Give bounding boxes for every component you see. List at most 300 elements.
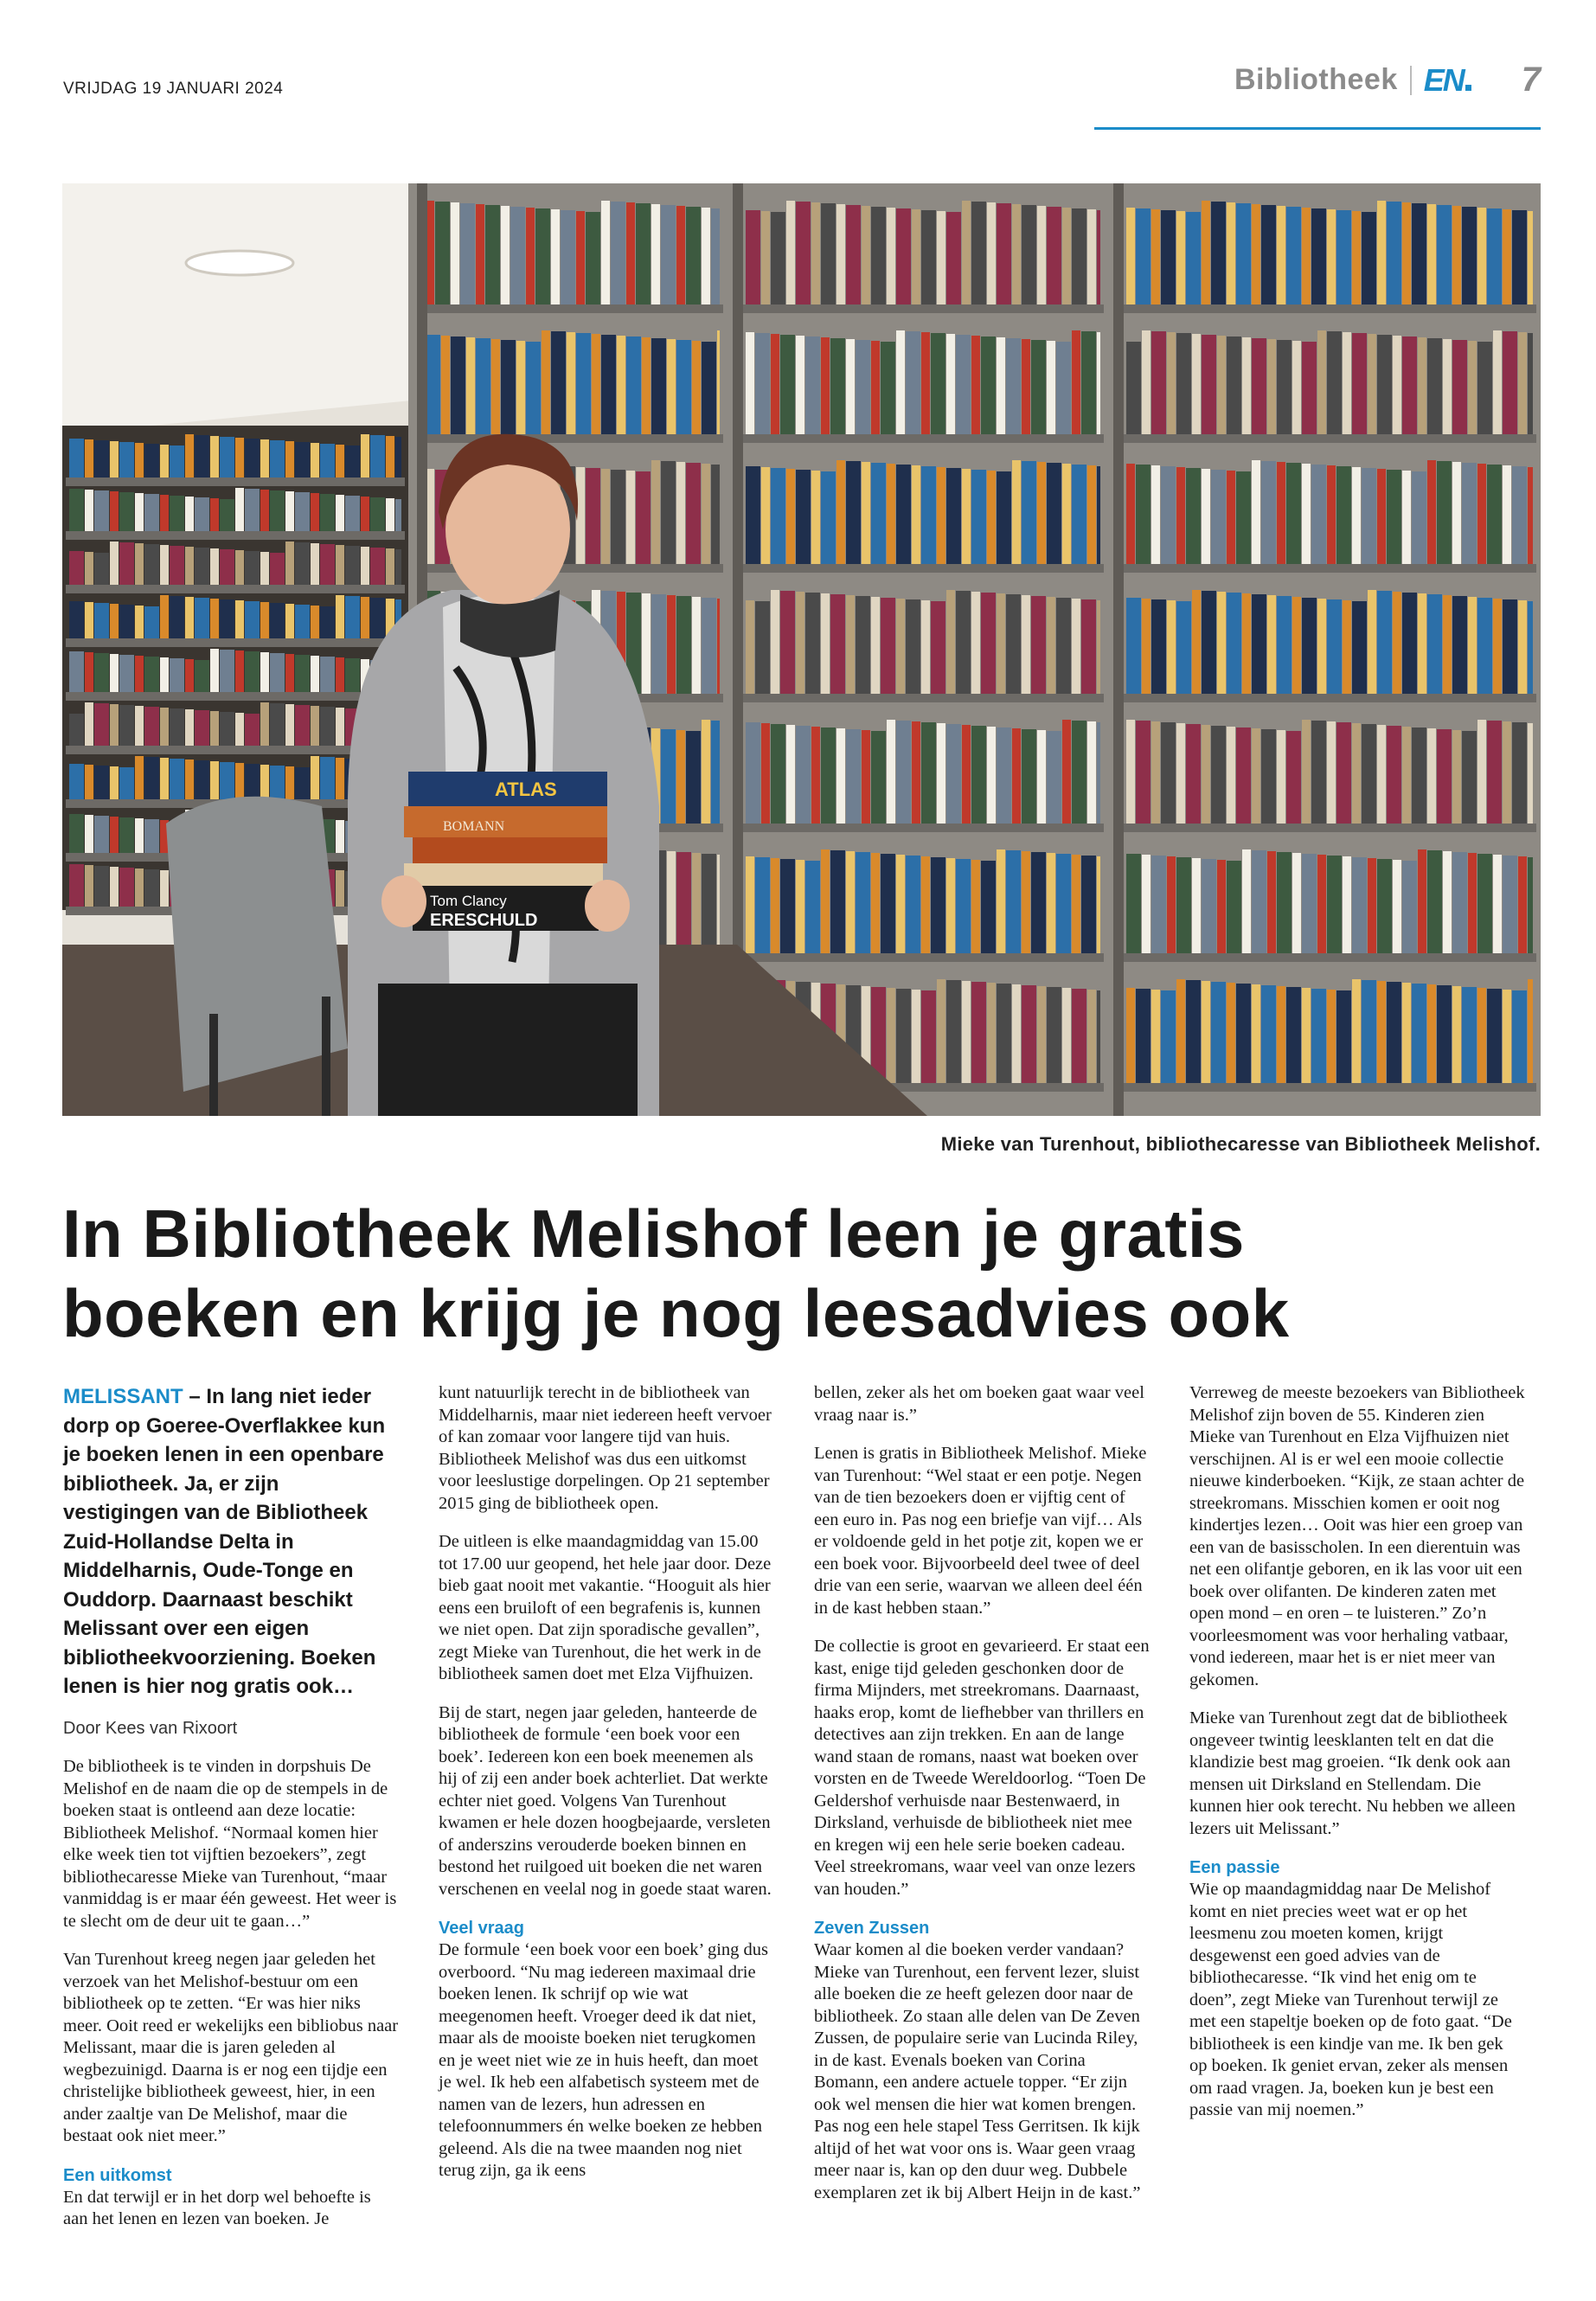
book-spine <box>94 766 109 799</box>
book-spine <box>1072 599 1080 694</box>
book-spine <box>85 765 93 799</box>
book-spine <box>1126 464 1135 564</box>
book-spine <box>717 599 720 694</box>
book-spine <box>771 468 785 564</box>
book-spine <box>811 471 820 564</box>
book-spine <box>94 440 109 478</box>
book-spine <box>1037 986 1046 1083</box>
book-spine <box>170 596 184 638</box>
book-spine <box>997 593 1005 694</box>
book-spine <box>667 595 676 694</box>
book-spine <box>676 340 691 434</box>
book-spine <box>821 337 830 434</box>
shelf-plank <box>742 304 1104 313</box>
book-spine <box>1022 339 1030 434</box>
book-spine <box>702 342 716 434</box>
book-spine <box>336 595 344 638</box>
book-spine <box>1062 464 1071 564</box>
book-spine <box>1267 851 1276 953</box>
book-spine <box>320 757 335 799</box>
book-spine <box>1012 984 1021 1083</box>
book-spine <box>1252 728 1260 824</box>
book-spine <box>796 470 811 564</box>
book-spine <box>636 203 651 304</box>
book-spine <box>295 655 310 692</box>
book-spine <box>336 545 344 585</box>
book-spine <box>69 489 84 531</box>
book-spine <box>1236 984 1251 1083</box>
book-spine <box>1081 599 1096 694</box>
book-spine <box>1503 209 1511 304</box>
article-column-4 <box>1189 1382 1525 2138</box>
book-spine <box>601 335 616 434</box>
book-spine <box>796 860 804 953</box>
book-spine <box>336 657 344 692</box>
book-spine <box>170 546 184 585</box>
book-spine <box>195 497 209 531</box>
book-spine <box>510 207 525 304</box>
book-spine <box>1377 469 1386 564</box>
paragraph: Waar komen al die boeken verder vandaan? Mieke van Turenhout, een fervent lezer, sluist alle boeken die ze heeft gelezen door naar de bibliotheek. Zo staan alle delen van De Zeven Zussen, de populaire serie van Lucinda Riley, in de kast. Evenals boeken van Corina Bomann, een andere actuele topper. “Er zijn ook wel mensen die hier wat komen brengen. Pas nog een hele stapel Tess Gerritsen. Ik kijk altijd of het wat voor ons is. Waar geen vraag meer naar is, kan op den duur weg. Dubbele exemplaren zet ik bij Albert Heijn in de kast.” <box>814 1940 1141 2202</box>
book-spine <box>881 342 895 434</box>
book-spine <box>1503 465 1511 564</box>
article-column-2 <box>439 1382 774 2199</box>
book-spine <box>1477 598 1492 694</box>
book-spine <box>144 444 159 478</box>
book-spine <box>119 542 134 585</box>
book-spine <box>771 724 785 824</box>
book-spine <box>1468 597 1477 694</box>
book-spine <box>1277 596 1292 694</box>
shelf-plank <box>66 585 405 593</box>
book-spine <box>1022 729 1036 824</box>
book-spine <box>320 657 335 692</box>
book-spine <box>336 445 344 478</box>
book-spine <box>1217 860 1226 953</box>
paragraph: En dat terwijl er in het dorp wel behoefte is aan het lenen en lezen van boeken. Je <box>63 2187 371 2228</box>
book-spine <box>311 606 319 638</box>
book-spine <box>1022 595 1030 694</box>
book-spine <box>1267 339 1276 434</box>
book-spine <box>1528 211 1533 304</box>
book-spine <box>1327 721 1336 824</box>
book-spine <box>245 764 260 799</box>
book-spine <box>1412 984 1426 1083</box>
book-spine <box>85 865 93 907</box>
book-spine <box>1302 598 1317 694</box>
book-spine <box>1387 982 1401 1083</box>
book-spine <box>1176 857 1191 953</box>
book-spine <box>1387 202 1401 304</box>
book-spine <box>1477 854 1492 953</box>
book-spine <box>501 206 510 304</box>
book-spine <box>651 204 660 304</box>
book-spine <box>692 597 701 694</box>
book-spine <box>937 211 945 304</box>
book-spine <box>85 439 93 478</box>
book-spine <box>220 599 234 638</box>
book-spine <box>1286 987 1301 1083</box>
book-spine <box>1292 853 1301 953</box>
book-spine <box>871 207 886 304</box>
book-spine <box>611 470 625 564</box>
book-spine <box>1242 337 1251 434</box>
book-spine <box>1167 600 1176 694</box>
book-spine <box>651 594 666 694</box>
book-spine <box>912 465 920 564</box>
book-spine <box>144 819 159 853</box>
book-spine <box>946 858 955 953</box>
book-spine <box>110 604 119 638</box>
book-spine <box>210 498 219 531</box>
book-spine <box>110 817 119 853</box>
book-spine <box>1387 470 1401 564</box>
book-spine <box>821 593 830 694</box>
book-spine <box>617 336 625 434</box>
book-spine <box>1528 467 1533 564</box>
book-spine <box>1037 206 1046 304</box>
book-spine <box>1418 337 1426 434</box>
logo-dot-icon <box>1465 85 1471 91</box>
book-spine <box>526 342 541 434</box>
book-spine <box>771 212 785 304</box>
book-spine <box>746 856 754 953</box>
book-spine <box>435 202 450 304</box>
book-spine <box>135 493 144 531</box>
book-spine <box>651 460 660 564</box>
book-spine <box>235 438 244 478</box>
book-spine <box>144 606 159 638</box>
book-spine <box>195 598 209 638</box>
book-spine <box>135 443 144 478</box>
book-spine <box>805 336 820 434</box>
shelf-plank <box>1123 564 1536 573</box>
book-spine <box>1186 212 1201 304</box>
book-spine <box>1217 592 1226 694</box>
book-spine <box>1327 465 1336 564</box>
book-spine <box>1418 593 1426 694</box>
book-spine <box>746 332 754 434</box>
book-spine <box>1136 465 1151 564</box>
book-spine <box>642 337 651 434</box>
book-spine <box>119 868 134 907</box>
book-spine <box>1412 727 1426 824</box>
book-spine <box>746 600 754 694</box>
book-spine <box>1402 202 1411 304</box>
book-spine <box>921 600 930 694</box>
book-spine <box>786 725 795 824</box>
book-spine <box>185 547 194 585</box>
book-spine <box>85 552 93 585</box>
book-spine <box>220 650 234 692</box>
book-spine <box>1317 599 1326 694</box>
book-spine <box>1126 342 1141 434</box>
book-spine <box>1427 594 1442 694</box>
book-spine <box>626 202 635 304</box>
book-spine <box>1427 460 1436 564</box>
book-spine <box>245 651 260 692</box>
book-spine <box>170 658 184 692</box>
book-spine <box>1437 205 1452 304</box>
book-spine <box>285 766 294 799</box>
book-spine <box>245 714 260 746</box>
book-spine <box>1022 851 1030 953</box>
book-spine <box>1368 858 1376 953</box>
issue-date: VRIJDAG 19 JANUARI 2024 <box>63 80 284 98</box>
book-spine <box>1161 990 1176 1083</box>
book-spine <box>871 341 880 434</box>
book-spine <box>260 439 269 478</box>
book-spine <box>717 855 720 953</box>
book-spine <box>676 852 691 953</box>
book-spine <box>1151 721 1160 824</box>
book-spine <box>245 439 260 478</box>
book-spine <box>946 212 961 304</box>
book-spine <box>85 490 93 531</box>
book-spine <box>1136 208 1151 304</box>
book-spine <box>1142 855 1151 953</box>
book-spine <box>345 496 360 531</box>
book-spine <box>1311 989 1326 1083</box>
book-spine <box>69 601 84 638</box>
book-spine <box>361 547 369 585</box>
book-spine <box>1452 596 1467 694</box>
book-spine <box>1062 208 1071 304</box>
book-spine <box>1176 601 1191 694</box>
shelf-plank <box>66 638 405 647</box>
book-spine <box>1151 209 1160 304</box>
book-spine <box>1402 861 1417 953</box>
book-spine <box>1277 340 1292 434</box>
svg-text:Tom Clancy: Tom Clancy <box>430 893 507 909</box>
book-spine <box>1167 856 1176 953</box>
book-spine <box>1443 851 1452 953</box>
book-spine <box>285 654 294 692</box>
paragraph: Mieke van Turenhout zegt dat de bibliotheek ongeveer twintig leesklanten telt en dat die klandizie best mag groeien. “Ik denk ook aan mensen uit Dirksland en Stellendam. Die kunnen hier ook terecht. Nu hebben we alleen lezers uit Melissant.” <box>1189 1708 1516 1838</box>
book-spine <box>185 597 194 638</box>
book-spine <box>1352 467 1361 564</box>
book-spine <box>1427 728 1436 824</box>
book-spine <box>912 209 920 304</box>
paragraph: kunt natuurlijk terecht in de bibliotheek van Middelharnis, maar niet iedereen heeft vervoer of kan zomaar voor langere tijd van huis. Bibliotheek Melishof was dus een uitkomst voor leeslustige dorpelingen. Op 21 september 2015 ging de bibliotheek open. <box>439 1383 772 1513</box>
book-spine <box>270 766 285 799</box>
book-spine <box>1477 342 1492 434</box>
book-spine <box>1211 470 1226 564</box>
book-spine <box>601 201 610 304</box>
article-column-3 <box>814 1382 1150 2221</box>
book-spine <box>245 601 260 638</box>
book-spine <box>1362 980 1376 1083</box>
book-spine <box>426 335 440 434</box>
book-spine <box>661 729 676 824</box>
newspaper-logo <box>1424 62 1471 99</box>
book-spine <box>896 208 911 304</box>
paragraph: Bij de start, negen jaar geleden, hanteerde de bibliotheek de formule ‘een boek voor een boek’. Iedereen kon een boek meenemen als hij of zij een ander boek achterliet. Dat werkte echter niet goed. Volgens Van Turenhout kwamen er hele dozen hoogbejaarde, versleten of anderszins verouderde boeken binnen en bestond het ruilgoed uit boeken die net waren verschenen en veelal nog in goede staat waren. <box>439 1702 772 1899</box>
book-spine <box>285 604 294 638</box>
book-spine <box>981 861 996 953</box>
shelf-plank <box>742 564 1104 573</box>
book-spine <box>260 765 269 799</box>
book-spine <box>956 335 971 434</box>
subheading-zeven-zussen: Zeven Zussen <box>814 1919 930 1938</box>
book-spine <box>1202 859 1216 953</box>
book-spine <box>311 756 319 799</box>
book-spine <box>311 543 319 585</box>
book-spine <box>661 461 676 564</box>
book-spine <box>270 440 285 478</box>
book-spine <box>69 551 84 585</box>
book-spine <box>956 591 971 694</box>
book-spine <box>1427 338 1442 434</box>
shelf-plank <box>742 824 1104 832</box>
book-spine <box>135 543 144 585</box>
book-spine <box>94 553 109 585</box>
shelf-plank <box>1123 1083 1536 1092</box>
book-spine <box>160 445 169 478</box>
book-spine <box>295 705 310 746</box>
book-spine <box>946 724 961 824</box>
book-spine <box>702 854 716 953</box>
book-spine <box>1202 201 1210 304</box>
book-spine <box>1512 990 1527 1083</box>
book-spine <box>1452 730 1461 824</box>
book-spine <box>1468 341 1477 434</box>
book-spine <box>1302 720 1311 824</box>
book-spine <box>686 463 701 564</box>
book-spine <box>846 851 855 953</box>
book-spine <box>1528 979 1533 1083</box>
book-spine <box>1126 988 1135 1083</box>
book-spine <box>846 729 861 824</box>
book-spine <box>1167 332 1176 434</box>
book-spine <box>1311 208 1326 304</box>
book-spine <box>946 980 961 1083</box>
book-spine <box>1142 599 1151 694</box>
book-spine <box>69 814 84 853</box>
book-spine <box>1037 730 1046 824</box>
book-spine <box>220 549 234 585</box>
book-spine <box>962 981 971 1083</box>
book-spine <box>780 591 795 694</box>
book-spine <box>686 207 701 304</box>
book-spine <box>295 767 310 799</box>
book-spine <box>311 493 319 531</box>
book-spine <box>1252 460 1260 564</box>
book-spine <box>921 990 936 1083</box>
book-spine <box>526 208 535 304</box>
book-spine <box>692 341 701 434</box>
book-spine <box>1202 725 1210 824</box>
book-spine <box>1236 203 1251 304</box>
book-spine <box>1136 721 1151 824</box>
article-lead <box>63 1382 399 1702</box>
book-spine <box>1047 341 1055 434</box>
book-spine <box>285 704 294 746</box>
book-spine <box>881 598 895 694</box>
book-spine <box>1006 594 1021 694</box>
book-spine <box>170 496 184 531</box>
book-spine <box>1072 721 1086 824</box>
book-spine <box>1302 854 1317 953</box>
book-spine <box>1252 850 1266 953</box>
book-spine <box>846 205 861 304</box>
book-spine <box>887 988 895 1083</box>
book-spine <box>441 336 450 434</box>
book-spine <box>1302 464 1311 564</box>
book-spine <box>987 471 996 564</box>
book-spine <box>1211 202 1226 304</box>
book-spine <box>1022 985 1036 1083</box>
book-spine-text: ATLAS <box>495 779 557 800</box>
book-spine <box>1327 209 1336 304</box>
book-spine <box>906 856 920 953</box>
book-spine <box>1047 987 1061 1083</box>
book-spine <box>987 727 996 824</box>
book-spine <box>567 332 575 434</box>
book-spine <box>931 857 945 953</box>
book-spine <box>1377 981 1386 1083</box>
svg-text:ERESCHULD: ERESCHULD <box>430 911 538 930</box>
lead-text: – In lang niet ieder dorp op Goeree-Overflakkee kun je boeken lenen in een openbare bibliotheek. Ja, er zijn vestigingen van de Bibliotheek Zuid-Hollandse Delta in Middelharnis, Oude-Tonge en Ouddorp. Daarnaast beschikt Melissant over een eigen bibliotheekvoorziening. Boeken lenen is hier nog gratis ook… <box>63 1385 386 1698</box>
book-spine <box>887 464 895 564</box>
article-photo <box>62 183 1541 1116</box>
book-spine <box>1176 467 1185 564</box>
book-spine <box>1192 858 1201 953</box>
book-spine <box>971 592 980 694</box>
book-spine <box>1261 729 1276 824</box>
book-spine <box>1362 724 1376 824</box>
book-spine <box>135 818 144 853</box>
shelf-upright <box>1113 183 1124 1116</box>
paragraph: De collectie is groot en gevarieerd. Er staat een kast, enige tijd geleden geschonken door de firma Mijnders, met streekromans. Daarnaast, haaks erop, komt de liefhebber van thrillers en detectives aan zijn trekken. En aan de lange wand staan de romans, naast wat boeken over vorsten en de Tweede Wereldoorlog. “Toen De Geldershof verhuisde naar Bestenwaerd, in Dirksland, verhuisde de bibliotheek niet mee en kregen wij een hele serie boeken cadeau. Veel streekromans, waar veel van onze lezers van houden.” <box>814 1637 1150 1899</box>
book-spine <box>946 334 955 434</box>
book-spine <box>1393 336 1401 434</box>
book-spine <box>285 441 294 478</box>
book-spine <box>906 331 920 434</box>
book-spine <box>320 606 335 638</box>
book-spine <box>185 434 194 478</box>
book-spine <box>1211 982 1226 1083</box>
book-spine <box>987 202 996 304</box>
book-spine <box>1387 726 1401 824</box>
book-spine <box>1402 471 1411 564</box>
book-spine <box>1227 983 1235 1083</box>
book-spine <box>1161 210 1176 304</box>
book-spine <box>586 468 600 564</box>
book-spine <box>195 435 209 478</box>
book-spine <box>836 460 845 564</box>
book-spine <box>796 202 811 304</box>
book-spine <box>210 599 219 638</box>
page-header <box>1234 61 1541 99</box>
book-spine <box>1317 330 1326 434</box>
book-spine <box>676 462 685 564</box>
book-spine <box>1402 593 1417 694</box>
book-spine <box>1097 332 1100 434</box>
book-spine <box>144 544 159 585</box>
book-spine <box>836 204 845 304</box>
book-spine <box>1056 854 1071 953</box>
book-spine <box>466 337 475 434</box>
shelf-plank <box>742 953 1104 962</box>
book-spine <box>135 706 144 746</box>
book-spine <box>1292 341 1301 434</box>
book-spine <box>260 490 269 531</box>
book-spine <box>94 816 109 853</box>
book-spine <box>1311 721 1326 824</box>
book-spine <box>1503 856 1517 953</box>
book-spine <box>997 984 1011 1083</box>
